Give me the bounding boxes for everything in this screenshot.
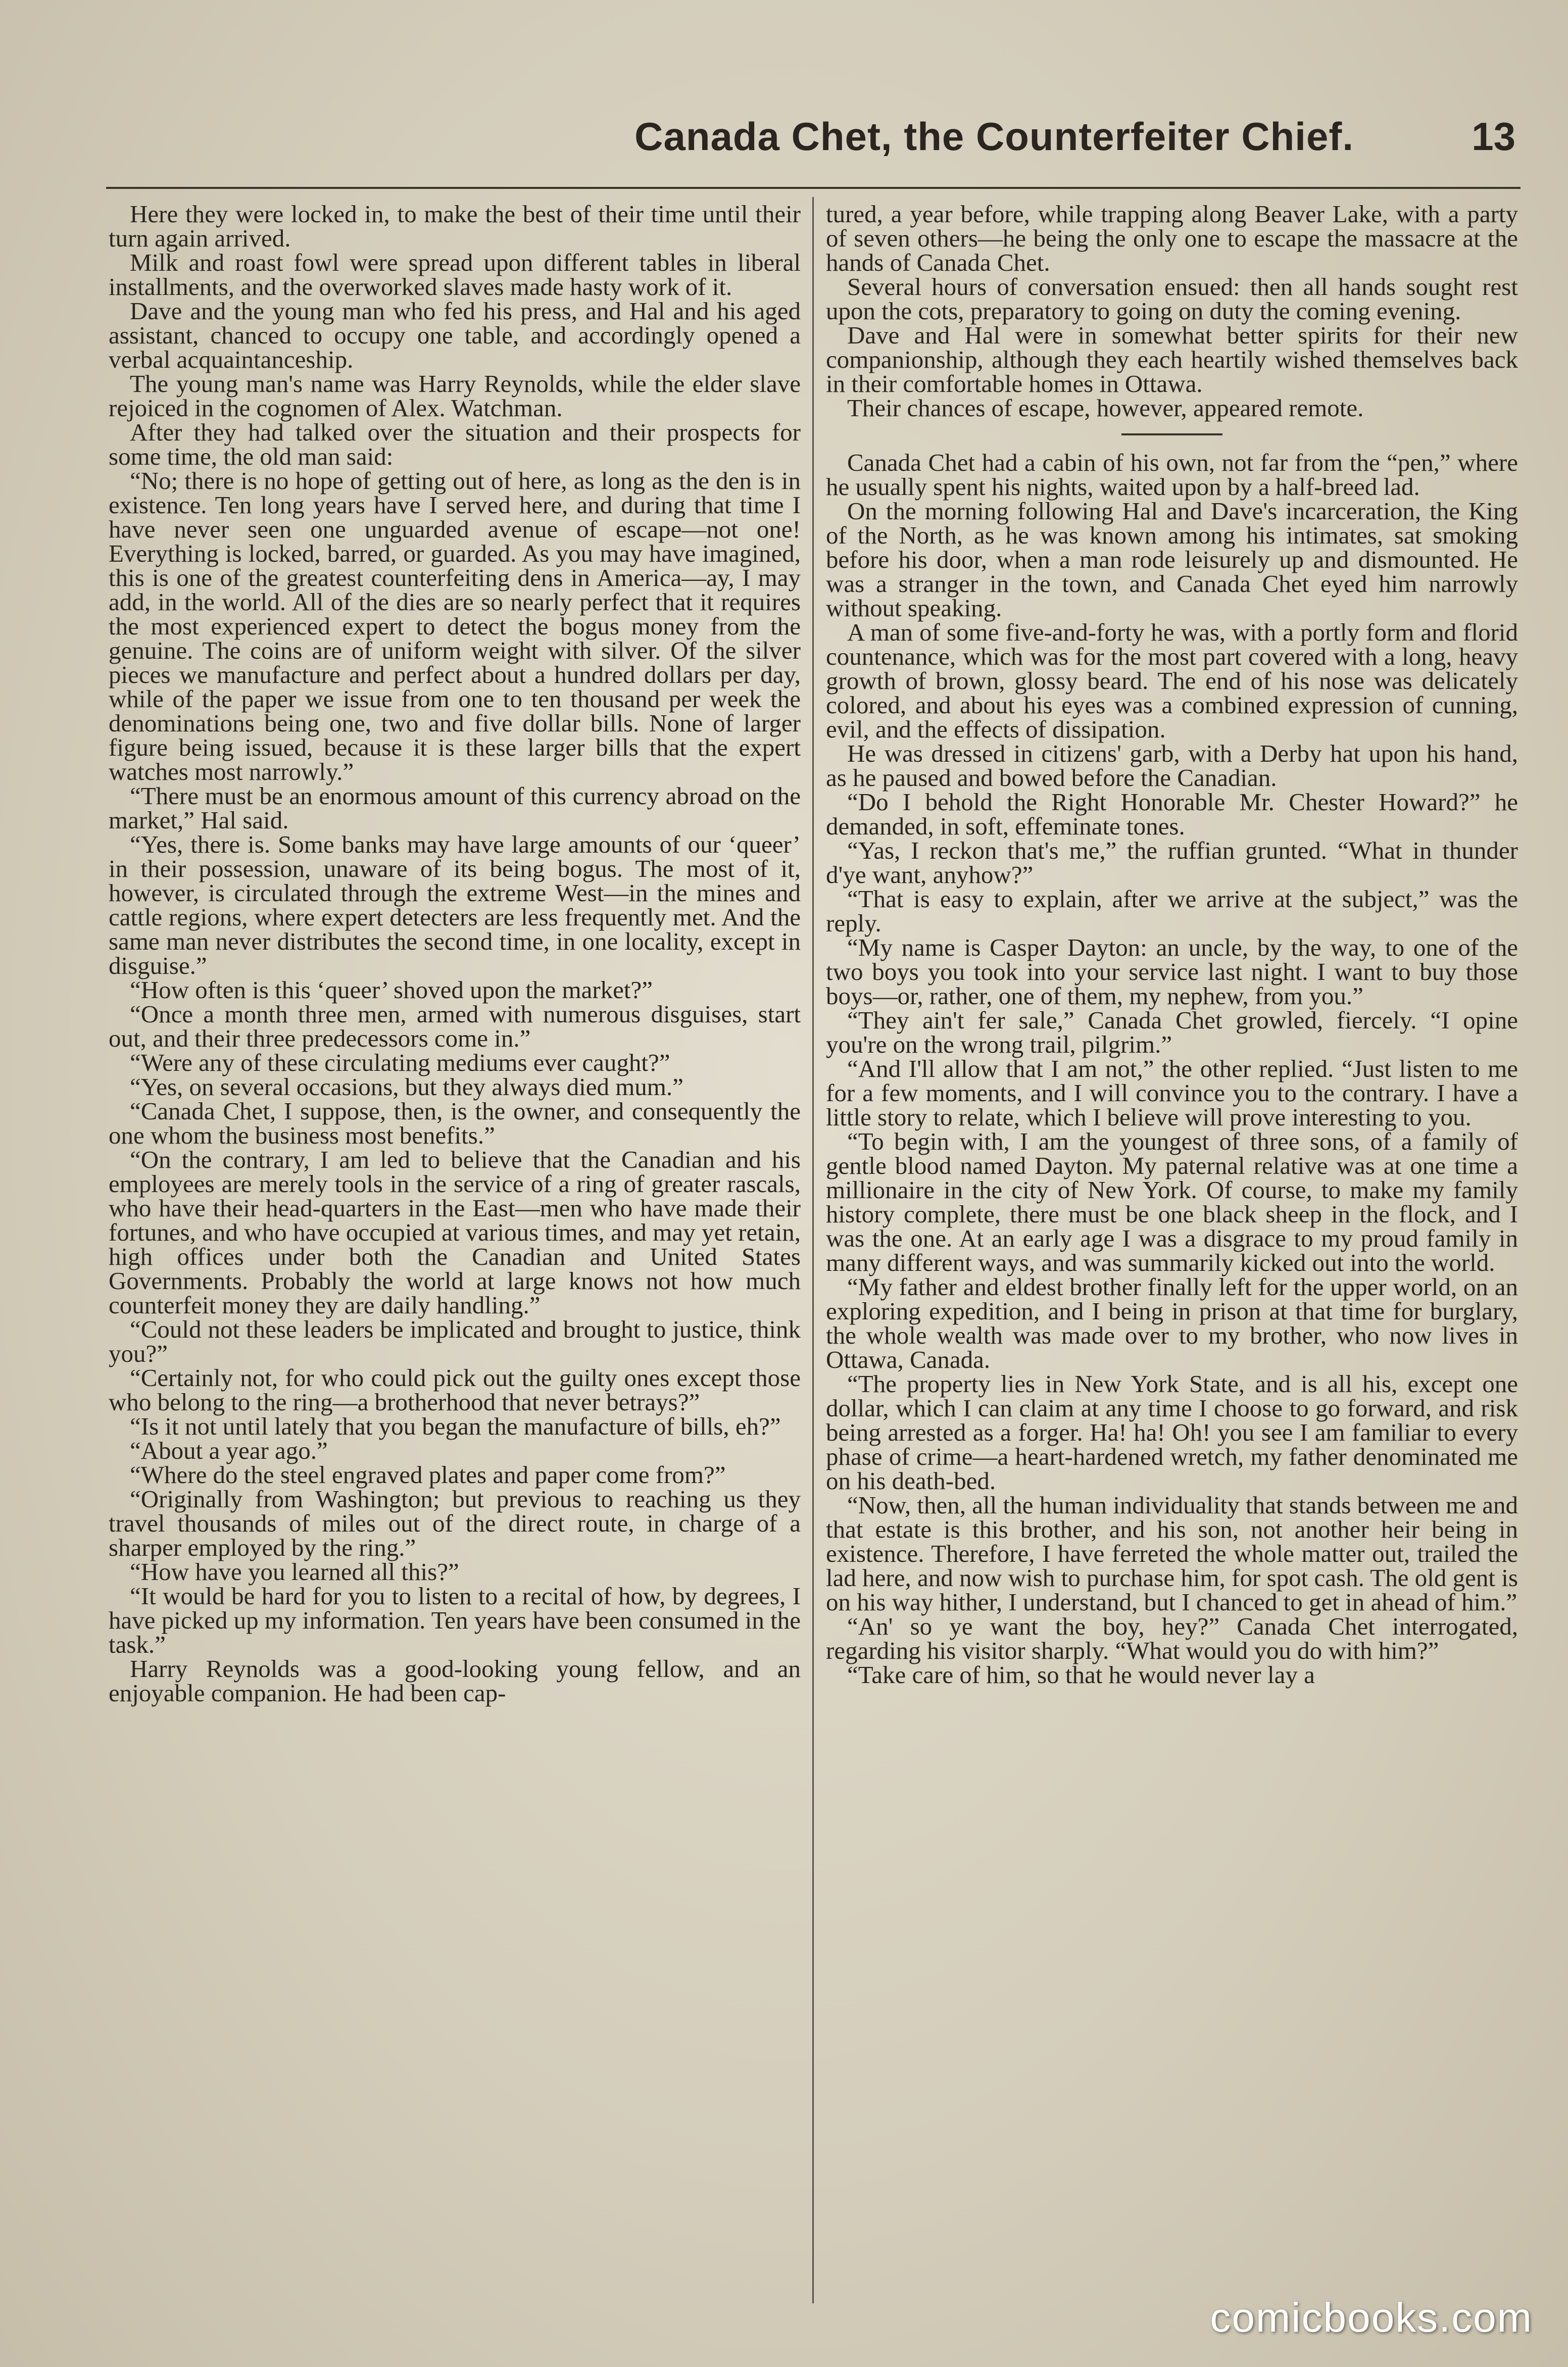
paragraph: “Now, then, all the human individuality that stands between me and that estate is this brother, and his son, not another heir being in existence. Therefore, I have ferreted the whole matter out, trailed the lad here, and now wish to purchase him, for spot cash. The old gent is on his way hither, I understand, but I chanced to get in ahead of him.” — [826, 1491, 1518, 1616]
paragraph: “Where do the steel engraved plates and paper come from?” — [130, 1461, 726, 1489]
page-number: 13 — [1472, 114, 1515, 159]
paragraph: Dave and the young man who fed his press, and Hal and his aged assistant, chanced to occupy one table, and accordingly opened a verbal acquaintanceship. — [109, 297, 801, 373]
paragraph: “About a year ago.” — [130, 1437, 328, 1464]
paragraph: “The property lies in New York State, and is all his, except one dollar, which I can claim at any time I choose to go forward, and risk being arrested as a forger. Ha! ha! Oh! you see I am familiar to every phase of crime—a heart-hardened wretch, my father denominated me on his death-bed. — [826, 1370, 1518, 1495]
paragraph: Their chances of escape, however, appeared remote. — [847, 394, 1364, 422]
site-watermark: comicbooks.com — [1210, 2295, 1533, 2341]
paragraph: Milk and roast fowl were spread upon different tables in liberal installments, and the overworked slaves made hasty work of it. — [109, 249, 801, 301]
paragraph: After they had talked over the situation and their prospects for some time, the old man said: — [109, 418, 801, 470]
paragraph: Harry Reynolds was a good-looking young fellow, and an enjoyable companion. He had been cap- — [109, 1655, 801, 1707]
paragraph: “Take care of him, so that he would never lay a — [847, 1661, 1315, 1689]
paragraph: The young man's name was Harry Reynolds, while the elder slave rejoiced in the cognomen of Alex. Watchman. — [109, 370, 801, 422]
paragraph: “Certainly not, for who could pick out the guilty ones except those who belong to the ring—a brotherhood that never betrays?” — [109, 1364, 801, 1416]
paragraph: “Do I behold the Right Honorable Mr. Chester Howard?” he demanded, in soft, effeminate tones. — [826, 788, 1518, 840]
paragraph: “An' so ye want the boy, hey?” Canada Chet interrogated, regarding his visitor sharply. “What would you do with him?” — [826, 1612, 1518, 1664]
paragraph: “To begin with, I am the youngest of three sons, of a family of gentle blood named Dayton. My paternal relative was at one time a millionaire in the city of New York. Of course, to make my family history complete, there must be one black sheep in the flock, and I was the one. At an early age I was a disgrace to my proud family in many different ways, and was summarily kicked out into the world. — [826, 1127, 1518, 1276]
paragraph: “How often is this ‘queer’ shoved upon the market?” — [130, 976, 653, 1004]
paragraph: “Yes, on several occasions, but they always died mum.” — [130, 1073, 683, 1101]
left-column — [109, 202, 801, 2303]
paragraph: “Once a month three men, armed with numerous disguises, start out, and their three predecessors come in.” — [109, 1000, 801, 1052]
right-column-section-b — [826, 451, 1518, 1687]
paragraph: Several hours of conversation ensued: then all hands sought rest upon the cots, preparatory to going on duty the coming evening. — [826, 273, 1518, 325]
paragraph: “They ain't fer sale,” Canada Chet growled, fiercely. “I opine you're on the wrong trail, pilgrim.” — [826, 1006, 1518, 1058]
paragraph: On the morning following Hal and Dave's incarceration, the King of the North, as he was known among his intimates, sat smoking before his door, when a man rode leisurely up and dismounted. He was a stranger in the town, and Canada Chet eyed him narrowly without speaking. — [826, 497, 1518, 622]
paragraph: “Yes, there is. Some banks may have large amounts of our ‘queer’ in their possession, unaware of its being bogus. The most of it, however, is circulated through the extreme West—in the mines and cattle regions, where expert detecters are less frequently met. And the same man never distributes the second time, in one locality, except in disguise.” — [109, 830, 801, 979]
paragraph: “Could not these leaders be implicated and brought to justice, think you?” — [109, 1315, 801, 1367]
right-column — [826, 202, 1518, 2303]
column-divider — [812, 197, 814, 2303]
paragraph: “My name is Casper Dayton: an uncle, by the way, to one of the two boys you took into your service last night. I want to buy those boys—or, rather, one of them, my nephew, from you.” — [826, 933, 1518, 1010]
header-rule — [106, 187, 1521, 189]
paragraph: “And I'll allow that I am not,” the other replied. “Just listen to me for a few moments, and I will convince you to the contrary. I have a little story to relate, which I believe will prove interesting to you. — [826, 1055, 1518, 1131]
paragraph: “Is it not until lately that you began the manufacture of bills, eh?” — [130, 1412, 781, 1440]
paragraph: “Were any of these circulating mediums ever caught?” — [130, 1049, 670, 1076]
running-header — [101, 114, 1526, 169]
paragraph: tured, a year before, while trapping along Beaver Lake, with a party of seven others—he being the only one to escape the massacre at the hands of Canada Chet. — [826, 202, 1518, 276]
right-column-section-a — [826, 202, 1518, 420]
paragraph: “How have you learned all this?” — [130, 1558, 459, 1586]
paragraph: “That is easy to explain, after we arrive at the subject,” was the reply. — [826, 885, 1518, 937]
paragraph: A man of some five-and-forty he was, with a portly form and florid countenance, which was for the most part covered with a long, heavy growth of brown, glossy beard. The end of his nose was delicately colored, and about his eyes was a combined expression of cunning, evil, and the effects of dissipation. — [826, 618, 1518, 743]
paragraph: Dave and Hal were in somewhat better spirits for their new companionship, although they each heartily wished themselves back in their comfortable homes in Ottawa. — [826, 321, 1518, 398]
paragraph: “Originally from Washington; but previous to reaching us they travel thousands of miles out of the direct route, in charge of a sharper employed by the ring.” — [109, 1485, 801, 1561]
paragraph: “There must be an enormous amount of this currency abroad on the market,” Hal said. — [109, 782, 801, 834]
paragraph: “It would be hard for you to listen to a recital of how, by degrees, I have picked up my information. Ten years have been consumed in the task.” — [109, 1582, 801, 1658]
paragraph: “Canada Chet, I suppose, then, is the owner, and consequently the one whom the business most benefits.” — [109, 1097, 801, 1149]
paragraph: “My father and eldest brother finally left for the upper world, on an exploring expedition, and I being in prison at that time for burglary, the whole wealth was made over to my brother, who now lives in Ottawa, Canada. — [826, 1273, 1518, 1373]
paragraph: Here they were locked in, to make the best of their time until their turn again arrived. — [109, 202, 801, 252]
section-break-rule — [1121, 433, 1222, 435]
paragraph: “Yas, I reckon that's me,” the ruffian grunted. “What in thunder d'ye want, anyhow?” — [826, 836, 1518, 889]
paragraph: “On the contrary, I am led to believe that the Canadian and his employees are merely tools in the service of a ring of greater rascals, who have their head-quarters in the East—men who have made their fortunes, and who have occupied at various times, and may yet retain, high offices under both the Canadian and United States Governments. Probably the world at large knows not how much counterfeit money they are daily handling.” — [109, 1146, 801, 1319]
paragraph: Canada Chet had a cabin of his own, not far from the “pen,” where he usually spent his nights, waited upon by a half-breed lad. — [826, 449, 1518, 501]
paragraph: He was dressed in citizens' garb, with a Derby hat upon his hand, as he paused and bowed before the Canadian. — [826, 739, 1518, 792]
page-title: Canada Chet, the Counterfeiter Chief. — [634, 114, 1354, 159]
paragraph: “No; there is no hope of getting out of here, as long as the den is in existence. Ten long years have I served here, and during that time I have never seen one unguarded avenue of escape—not one! Everything is locked, barred, or guarded. As you may have imagined, this is one of the greatest counterfeiting dens in America—ay, I may add, in the world. All of the dies are so nearly perfect that it requires the most experienced expert to detect the bogus money from the genuine. The coins are of uniform weight with silver. Of the silver pieces we manufacture and perfect about a hundred dollars per day, while of the paper we issue from one to ten thousand per week the denominations being one, two and five dollar bills. None of larger figure being issued, because it is these larger bills that the expert watches most narrowly.” — [109, 467, 801, 785]
